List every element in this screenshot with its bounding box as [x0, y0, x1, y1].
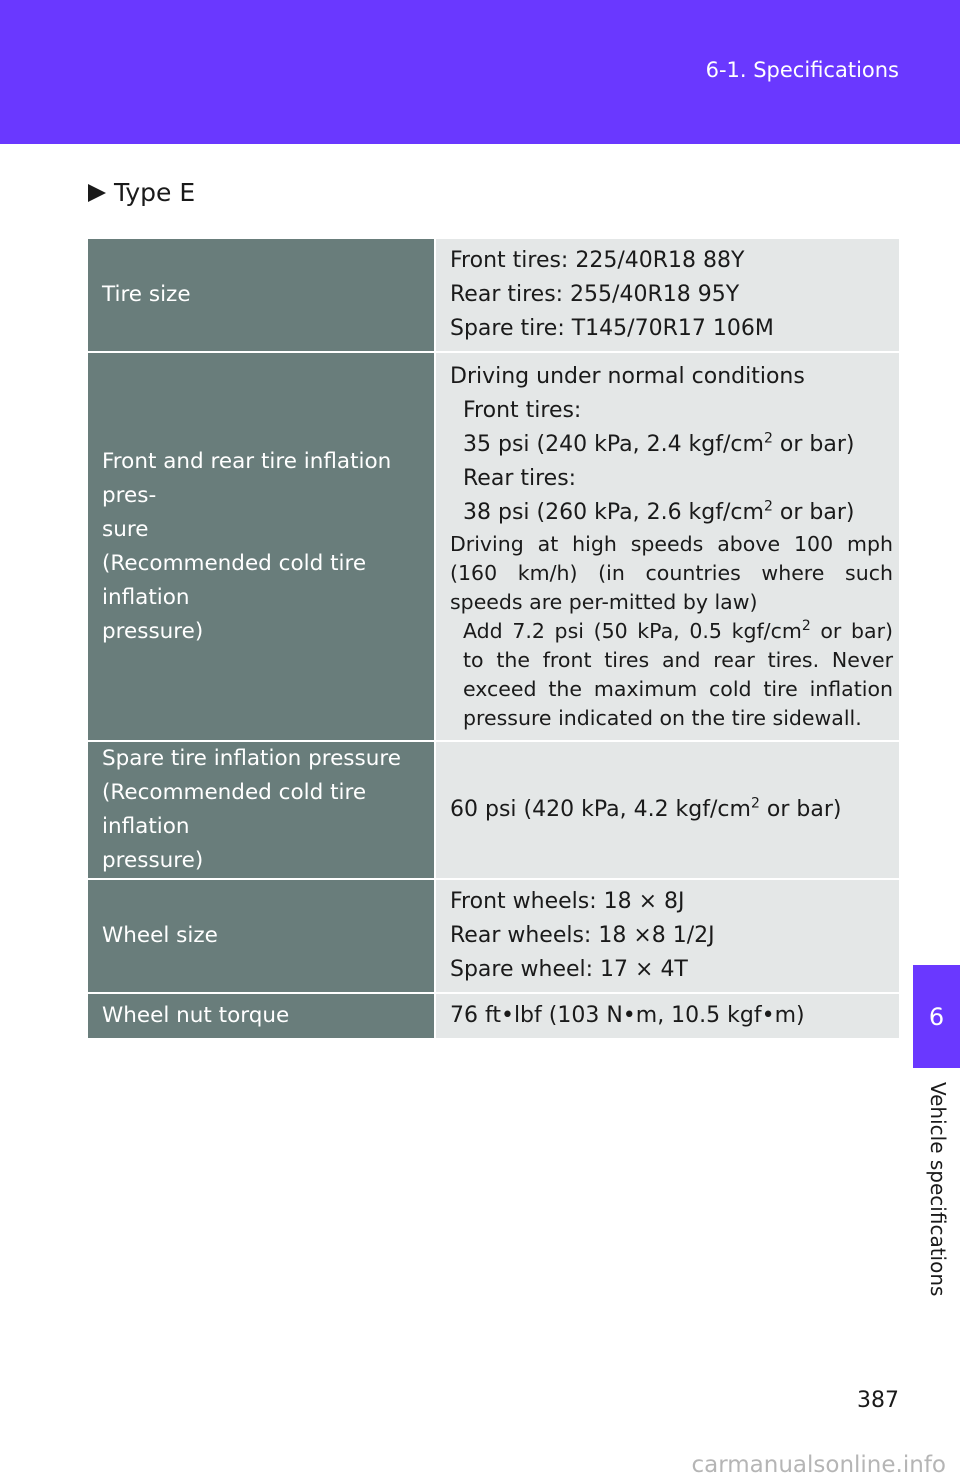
watermark: carmanualsonline.info — [691, 1452, 946, 1478]
spec-table — [88, 239, 899, 1040]
spare-inflation-value — [435, 741, 899, 879]
type-heading-text: Type E — [114, 178, 196, 207]
rear-tires-label: Rear tires: — [463, 466, 577, 491]
add-pressure-suffix: or bar) to the front tires and rear tires. Never exceed the maximum cold tire inflation pressure indicated on the tire sidewall. — [463, 619, 893, 730]
wheel-size-front: Front wheels: 18 × 8J — [450, 889, 685, 914]
high-speed-note — [450, 617, 893, 733]
inflation-value — [435, 352, 899, 741]
table-row — [88, 239, 899, 352]
spare-pressure-suffix: or bar) — [759, 797, 842, 822]
inflation-label — [88, 352, 435, 741]
type-heading — [88, 178, 195, 207]
add-pressure-sup: 2 — [801, 618, 811, 635]
wheel-nut-torque-label: Wheel nut torque — [88, 993, 435, 1039]
chapter-label: Vehicle specifications — [926, 1082, 950, 1297]
wheel-size-rear: Rear wheels: 18 ×8 1/2J — [450, 923, 715, 948]
spare-label-line: (Recommended cold tire inflation — [102, 780, 367, 839]
rear-pressure-sup: 2 — [763, 498, 773, 515]
front-pressure-text: 35 psi (240 kPa, 2.4 kgf/cm — [463, 432, 764, 457]
inflation-label-line: (Recommended cold tire inflation — [102, 550, 367, 610]
inflation-label-line: sure — [102, 516, 149, 542]
chapter-number: 6 — [928, 1002, 945, 1031]
inflation-label-line: Front and rear tire inflation pres- — [102, 448, 392, 508]
section-title: 6-1. Specifications — [705, 58, 899, 82]
spare-inflation-label — [88, 741, 435, 879]
front-tires-label: Front tires: — [463, 398, 582, 423]
high-speed-heading: Driving at high speeds above 100 mph (160 km/h) (in countries where such speeds are per-mitted by law) — [450, 532, 893, 614]
page-number: 387 — [857, 1388, 899, 1413]
inflation-label-line: pressure) — [102, 618, 204, 644]
wheel-nut-torque-value: 76 ft•lbf (103 N•m, 10.5 kgf•m) — [435, 993, 899, 1039]
add-pressure-text: Add 7.2 psi (50 kPa, 0.5 kgf/cm — [463, 619, 802, 643]
spare-pressure-sup: 2 — [750, 795, 760, 812]
normal-conditions-heading: Driving under normal conditions — [450, 364, 805, 389]
wheel-size-spare: Spare wheel: 17 × 4T — [450, 957, 688, 982]
spare-label-line: Spare tire inflation pressure — [102, 746, 401, 771]
front-pressure-suffix: or bar) — [772, 432, 855, 457]
triangle-bullet-icon — [88, 184, 106, 202]
spare-pressure-text: 60 psi (420 kPa, 4.2 kgf/cm — [450, 797, 751, 822]
chapter-tab — [913, 965, 960, 1068]
front-pressure-sup: 2 — [763, 430, 773, 447]
tire-size-front: Front tires: 225/40R18 88Y — [450, 248, 745, 273]
table-row — [88, 352, 899, 741]
rear-tires-pressure — [450, 496, 893, 530]
spare-label-line: pressure) — [102, 848, 204, 873]
tire-size-value — [435, 239, 899, 352]
wheel-size-value — [435, 879, 899, 993]
page-header — [0, 0, 960, 144]
wheel-size-label: Wheel size — [88, 879, 435, 993]
front-tires-pressure — [450, 428, 893, 462]
table-row — [88, 993, 899, 1039]
table-row — [88, 741, 899, 879]
table-row — [88, 879, 899, 993]
rear-pressure-suffix: or bar) — [772, 500, 855, 525]
tire-size-spare: Spare tire: T145/70R17 106M — [450, 316, 774, 341]
rear-pressure-text: 38 psi (260 kPa, 2.6 kgf/cm — [463, 500, 764, 525]
tire-size-rear: Rear tires: 255/40R18 95Y — [450, 282, 740, 307]
tire-size-label: Tire size — [88, 239, 435, 352]
